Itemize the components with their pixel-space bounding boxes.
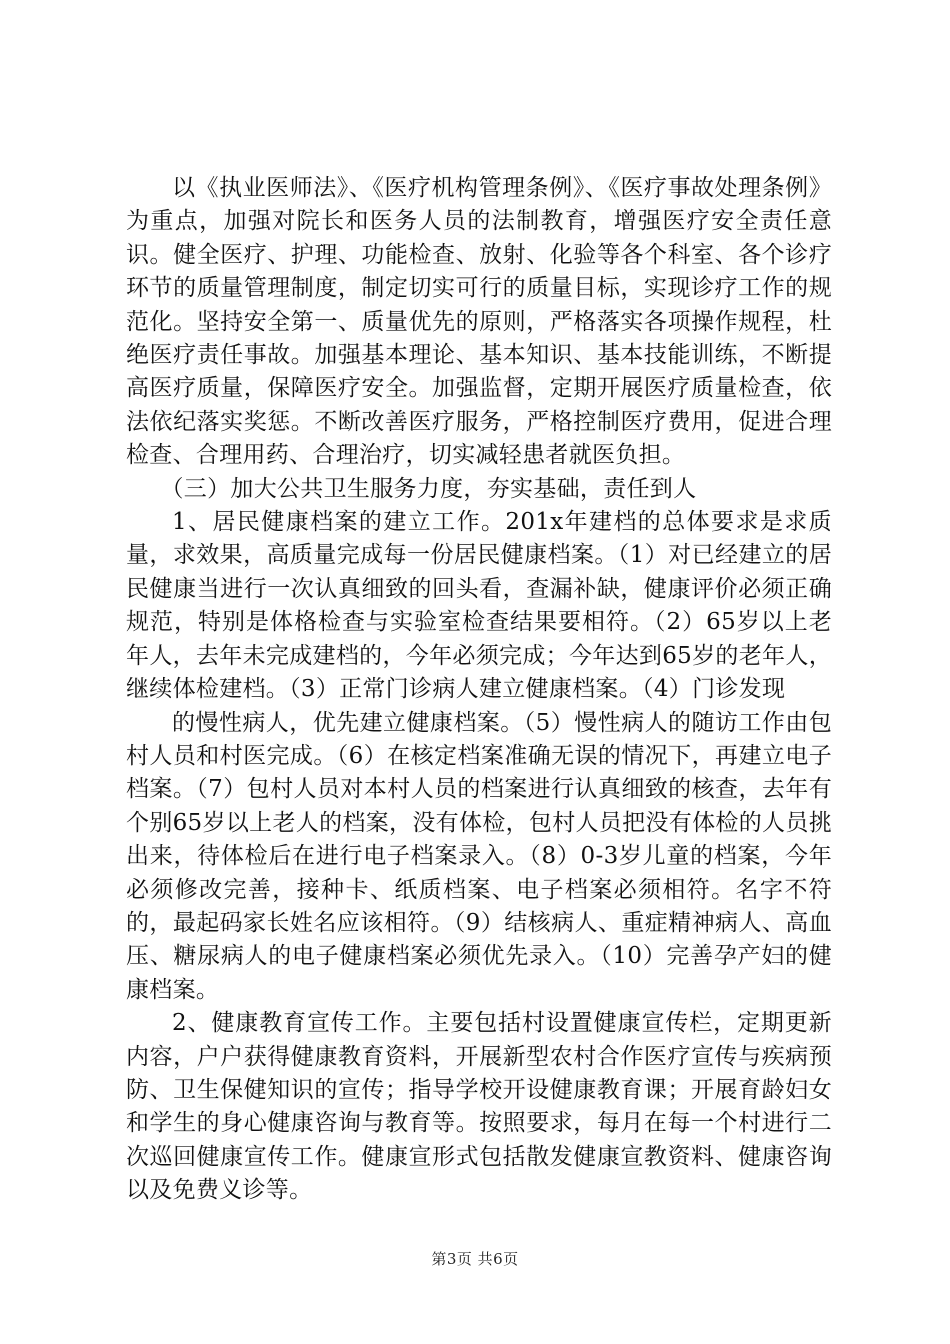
paragraph-health-records: 1、居民健康档案的建立工作。201x年建档的总体要求是求质量，求效果，高质量完成每一份居民健康档案。（1）对已经建立的居民健康当进行一次认真细致的回头看，查漏补缺，健康评价必须正确规范，特别是体格检查与实验室检查结果要相符。（2）65岁以上老年人，去年未完成建档的，今年必须完成；今年达到65岁的老年人，继续体检建档。（3）正常门诊病人建立健康档案。（4）门诊发现 xyxy=(126,509,832,703)
section-heading-public-health: （三）加大公共卫生服务力度，夯实基础，责任到人 xyxy=(160,475,697,502)
paragraph-health-education: 2、健康教育宣传工作。主要包括村设置健康宣传栏，定期更新内容，户户获得健康教育资料，开展新型农村合作医疗宣传与疾病预防、卫生保健知识的宣传；指导学校开设健康教育课；开展育龄妇女和学生的身心健康咨询与教育等。按照要求，每月在每一个村进行二次巡回健康宣传工作。健康宣形式包括散发健康宣教资料、健康咨询以及免费义诊等。 xyxy=(126,1010,832,1204)
paragraph-health-records-continued: 的慢性病人，优先建立健康档案。（5）慢性病人的随访工作由包村人员和村医完成。（6）在核定档案准确无误的情况下，再建立电子档案。（7）包村人员对本村人员的档案进行认真细致的核查，去年有个别65岁以上老人的档案，没有体检，包村人员把没有体检的人员挑出来，待体检后在进行电子档案录入。（8）0-3岁儿童的档案，今年必须修改完善，接种卡、纸质档案、电子档案必须相符。名字不符的，最起码家长姓名应该相符。（9）结核病人、重症精神病人、高血压、糖尿病人的电子健康档案必须优先录入。（10）完善孕产妇的健康档案。 xyxy=(126,709,832,1003)
document-body xyxy=(126,172,832,1208)
paragraph-medical-safety: 以《执业医师法》、《医疗机构管理条例》、《医疗事故处理条例》为重点，加强对院长和医务人员的法制教育，增强医疗安全责任意识。健全医疗、护理、功能检查、放射、化验等各个科室、各个诊疗环节的质量管理制度，制定切实可行的质量目标，实现诊疗工作的规范化。坚持安全第一、质量优先的原则，严格落实各项操作规程，杜绝医疗责任事故。加强基本理论、基本知识、基本技能训练，不断提高医疗质量，保障医疗安全。加强监督，定期开展医疗质量检查，依法依纪落实奖惩。不断改善医疗服务，严格控制医疗费用，促进合理检查、合理用药、合理治疗，切实减轻患者就医负担。 xyxy=(126,175,832,469)
page-number-footer: 第3页 共6页 xyxy=(431,1250,519,1268)
